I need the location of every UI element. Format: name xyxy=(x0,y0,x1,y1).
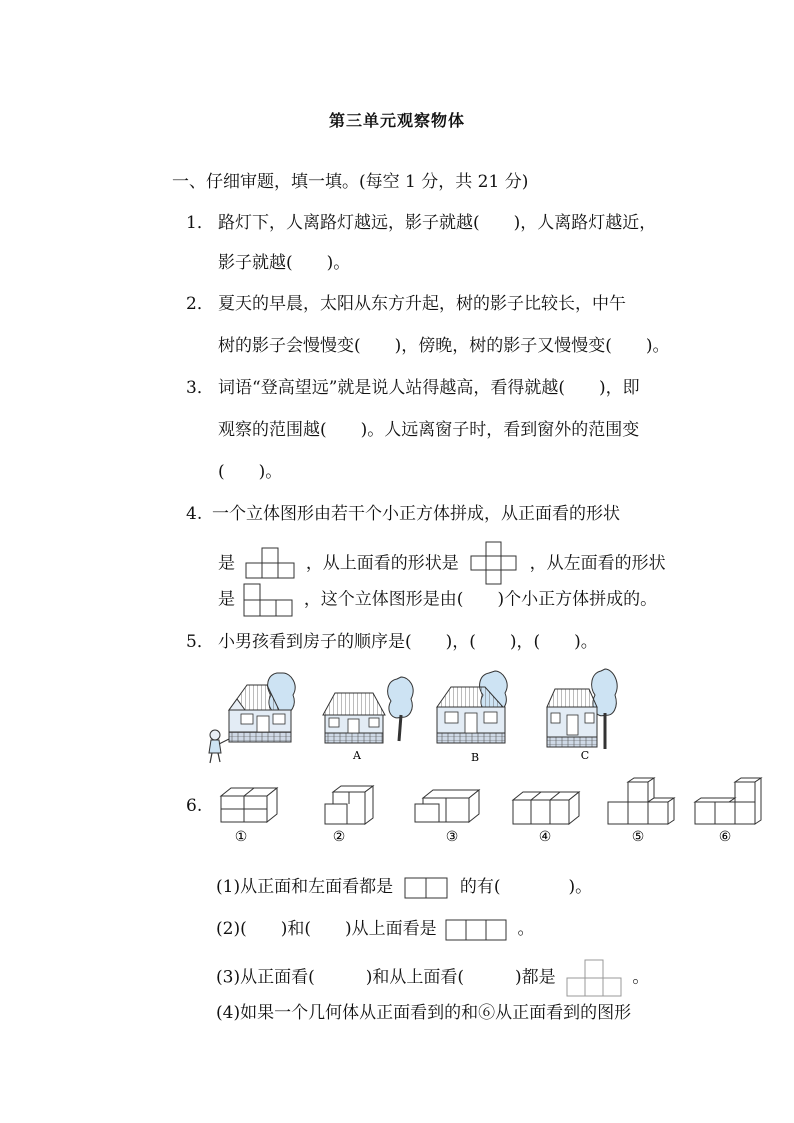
figure-label-4: ④ xyxy=(538,829,552,845)
q6-sub2 xyxy=(216,917,534,941)
q2-line2: 树的影子会慢慢变( )，傍晚，树的影子又慢慢变( )。 xyxy=(218,336,670,356)
house-c xyxy=(547,669,617,749)
figure-5 xyxy=(608,778,674,824)
figure-label-6: ⑥ xyxy=(718,829,732,845)
q1-number: 1． xyxy=(186,213,214,233)
section-header: 一、仔细审题，填一填。(每空 1 分，共 21 分) xyxy=(172,172,529,192)
front-view-shape xyxy=(244,548,296,580)
q3-line1: 词语“登高望远”就是说人站得越高，看得就越( )，即 xyxy=(218,378,640,398)
q2-number: 2． xyxy=(186,294,214,314)
q1-line1: 路灯下，人离路灯越远，影子就越( )，人离路灯越近， xyxy=(218,213,657,233)
boy-figure xyxy=(209,730,229,763)
figure-6 xyxy=(695,778,761,824)
house-a xyxy=(323,677,413,743)
figure-label-2: ② xyxy=(332,829,346,845)
two-square-shape xyxy=(403,877,451,899)
figure-label-1: ① xyxy=(234,829,248,845)
house-1 xyxy=(229,673,295,742)
q3-line3: ( )。 xyxy=(218,462,283,482)
q4-line3-a: 是 xyxy=(218,589,235,610)
q4-line1: 一个立体图形由若干个小正方体拼成，从正面看的形状 xyxy=(212,504,620,524)
top-view-shape xyxy=(468,541,520,587)
q4-line2-c: ，从左面看的形状 xyxy=(529,553,666,574)
q6-sub1-a: (1)从正面和左面看都是 xyxy=(216,877,394,897)
q4-line2-a: 是 xyxy=(218,553,235,574)
figure-3 xyxy=(415,790,479,822)
houses-illustration xyxy=(205,665,625,770)
figure-label-5: ⑤ xyxy=(631,829,645,845)
q4-line3 xyxy=(218,583,657,617)
house-b xyxy=(437,671,507,743)
q6-sub2-b: 。 xyxy=(517,919,535,939)
q4-line3-b: ，这个立体图形是由( )个小正方体拼成的。 xyxy=(303,589,658,610)
q4-line2 xyxy=(218,541,666,587)
left-view-shape xyxy=(242,583,296,617)
q6-sub3-a: (3)从正面看( )和从上面看( )都是 xyxy=(216,967,556,988)
q6-sub3-b: 。 xyxy=(632,967,650,988)
page-title: 第三单元观察物体 xyxy=(328,111,465,130)
figure-4 xyxy=(513,792,579,824)
label-b: B xyxy=(470,751,480,764)
l-shape-view xyxy=(565,959,623,997)
q6-sub2-a: (2)( )和( )从上面看是 xyxy=(216,919,437,939)
q6-sub1-b: 的有( )。 xyxy=(459,877,593,897)
figure-label-3: ③ xyxy=(445,829,459,845)
cube-figures xyxy=(215,778,775,848)
figure-2 xyxy=(325,786,373,824)
q6-sub4: (4)如果一个几何体从正面看到的和⑥从正面看到的图形 xyxy=(216,1003,632,1023)
q4-number: 4. xyxy=(186,504,203,524)
q3-line2: 观察的范围越( )。人远离窗子时，看到窗外的范围变 xyxy=(218,420,640,440)
figure-1 xyxy=(221,788,277,822)
q1-line2: 影子就越( )。 xyxy=(218,253,351,273)
q6-sub3 xyxy=(216,959,649,997)
q5-number: 5． xyxy=(186,632,214,652)
label-a: A xyxy=(353,749,361,762)
q3-number: 3． xyxy=(186,378,214,398)
three-square-shape xyxy=(444,919,510,941)
q6-number: 6. xyxy=(186,796,203,816)
q2-line1: 夏天的早晨，太阳从东方升起，树的影子比较长，中午 xyxy=(218,294,626,314)
q4-line2-b: ，从上面看的形状是 xyxy=(305,553,459,574)
q6-sub1 xyxy=(216,875,592,899)
q5-line1: 小男孩看到房子的顺序是( )，( )，( )。 xyxy=(218,632,598,652)
label-c: C xyxy=(580,749,590,762)
